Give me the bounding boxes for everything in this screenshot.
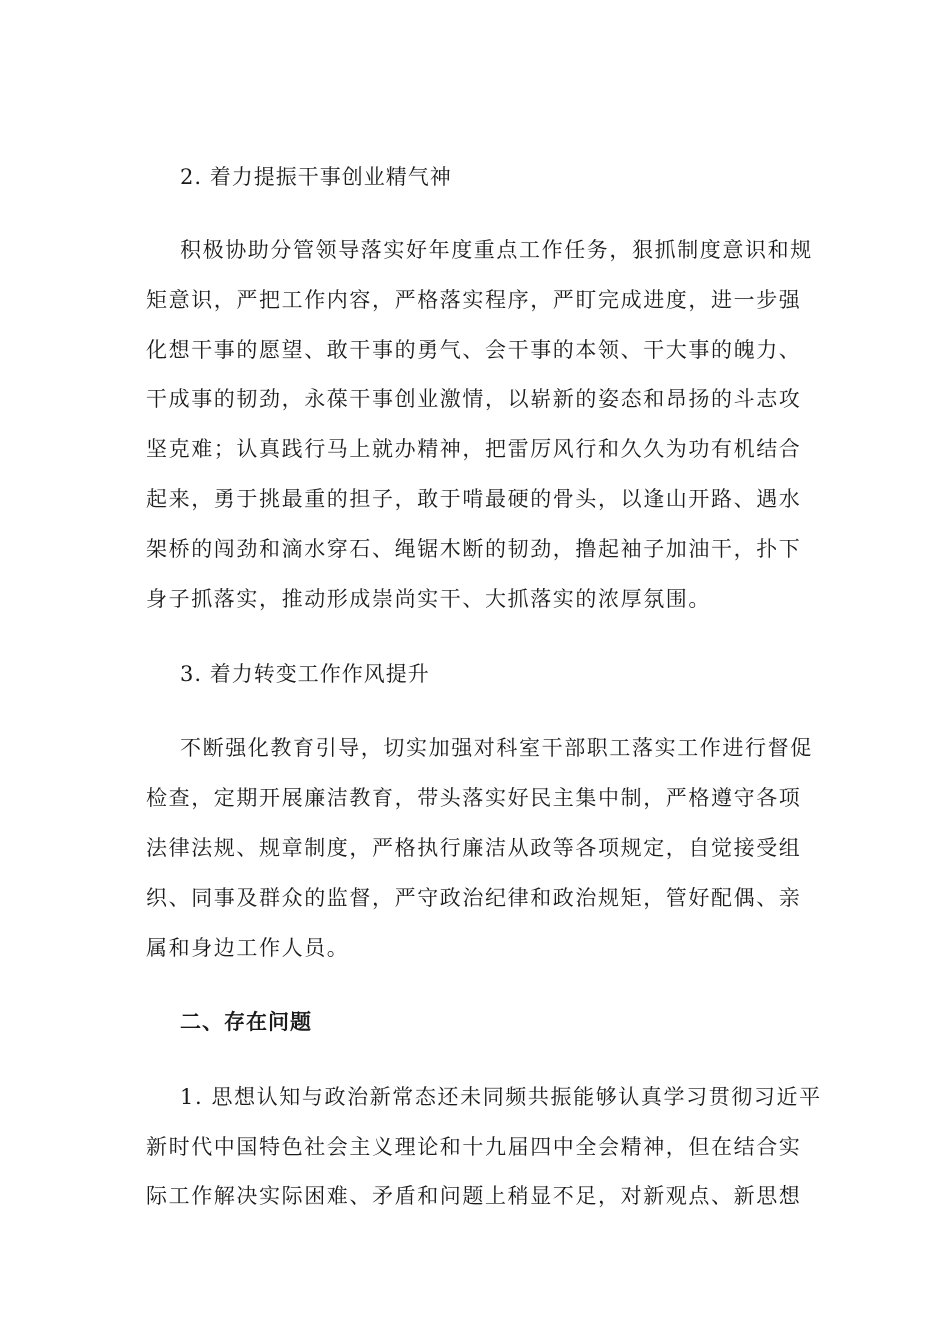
paragraph-line: 矩意识，严把工作内容，严格落实程序，严盯完成进度，进一步强 — [146, 288, 802, 312]
paragraph-line: 1. 思想认知与政治新常态还未同频共振能够认真学习贯彻习近平 — [180, 1085, 822, 1109]
paragraph-line: 起来，勇于挑最重的担子，敢于啃最硬的骨头，以逢山开路、遇水 — [146, 487, 802, 511]
paragraph-line: 化想干事的愿望、敢干事的勇气、会干事的本领、干大事的魄力、 — [146, 338, 802, 362]
section-heading-2: 2. 着力提振干事创业精气神 — [180, 165, 452, 189]
paragraph-line: 不断强化教育引导，切实加强对科室干部职工落实工作进行督促 — [180, 736, 813, 760]
paragraph-line: 法律法规、规章制度，严格执行廉洁从政等各项规定，自觉接受组 — [146, 836, 802, 860]
paragraph-line: 织、同事及群众的监督，严守政治纪律和政治规矩，管好配偶、亲 — [146, 886, 802, 910]
paragraph-line: 新时代中国特色社会主义理论和十九届四中全会精神，但在结合实 — [146, 1135, 802, 1159]
paragraph-line: 积极协助分管领导落实好年度重点工作任务，狠抓制度意识和规 — [180, 238, 813, 262]
paragraph-line: 属和身边工作人员。 — [146, 936, 350, 960]
section-heading-3: 3. 着力转变工作作风提升 — [180, 662, 430, 686]
paragraph-line: 身子抓落实，推动形成崇尚实干、大抓落实的浓厚氛围。 — [146, 587, 711, 611]
paragraph-line: 干成事的韧劲，永葆干事创业激情，以崭新的姿态和昂扬的斗志攻 — [146, 387, 802, 411]
paragraph-line: 坚克难；认真践行马上就办精神，把雷厉风行和久久为功有机结合 — [146, 437, 802, 461]
part-heading-problems: 二、存在问题 — [180, 1010, 312, 1034]
paragraph-line: 检查，定期开展廉洁教育，带头落实好民主集中制，严格遵守各项 — [146, 786, 802, 810]
paragraph-line: 架桥的闯劲和滴水穿石、绳锯木断的韧劲，撸起袖子加油干，扑下 — [146, 537, 802, 561]
paragraph-line: 际工作解决实际困难、矛盾和问题上稍显不足，对新观点、新思想 — [146, 1184, 802, 1208]
